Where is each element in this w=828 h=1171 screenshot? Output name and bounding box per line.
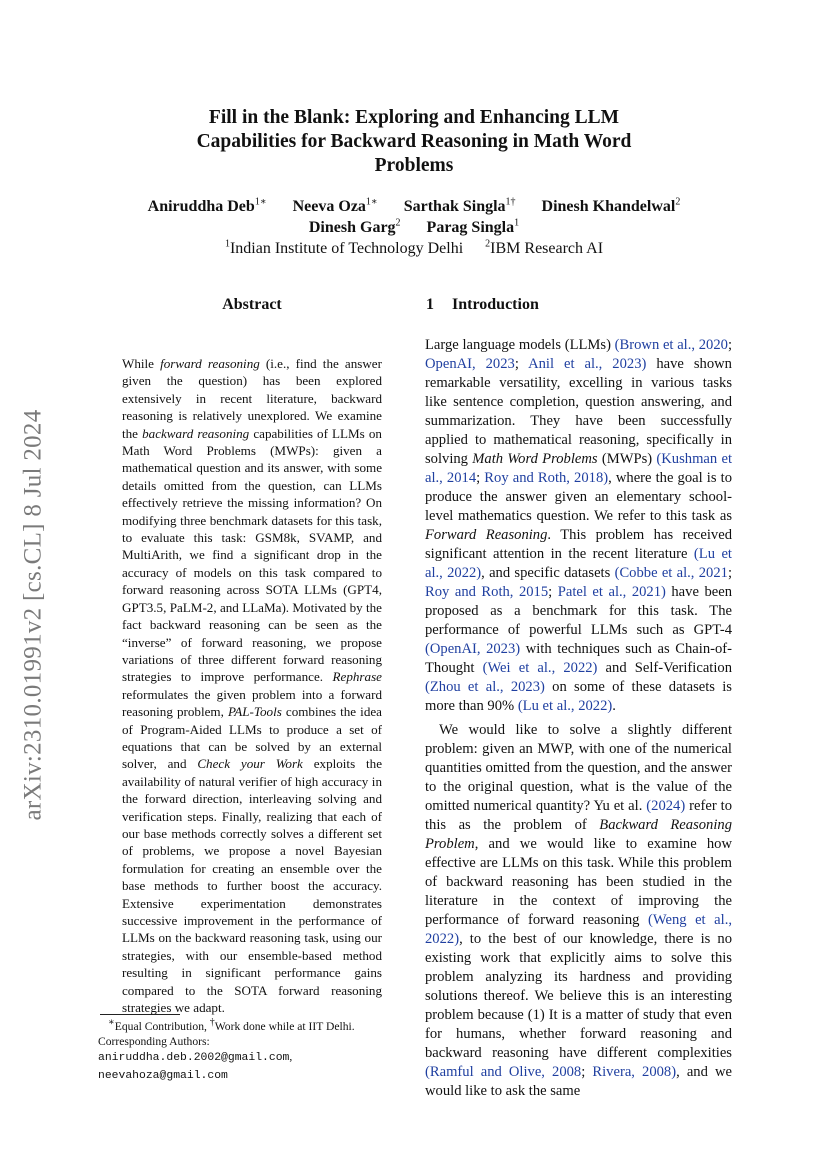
affiliation-mark: 2 (485, 238, 491, 250)
citation-link[interactable]: (Kushman et al., 2014 (425, 451, 733, 486)
author-line-2 (100, 217, 728, 238)
abstract-heading: Abstract (222, 296, 282, 313)
body-text: (MWPs) (597, 451, 657, 467)
body-text: Large language models (LLMs) (425, 337, 615, 353)
citation-link[interactable]: (Lu et al., 2022) (425, 546, 732, 581)
author-name: Neeva Oza (292, 198, 366, 215)
citation-link[interactable]: (Zhou et al., 2023) (425, 679, 545, 695)
author-name: Parag Singla (426, 219, 515, 236)
author-line-1 (100, 196, 728, 217)
emphasis-text: Forward Reasoning (425, 527, 548, 543)
body-text: , where the goal is to produce the answer given an elementary school-level mathematics question. We refer to this task as (425, 470, 732, 524)
citation-link[interactable]: Roy and Roth, 2015 (425, 584, 549, 600)
affiliation-name: Indian Institute of Technology Delhi (229, 240, 464, 257)
body-text: and Self-Verification (597, 660, 732, 676)
emphasis-text: Math Word Problems (472, 451, 598, 467)
author-block (100, 196, 728, 259)
citation-link[interactable]: (Ramful and Olive, 2008 (425, 1064, 582, 1080)
body-text: ; (514, 356, 529, 372)
citation-link[interactable]: Anil et al., 2023) (528, 356, 647, 372)
body-text: have been proposed as a benchmark for this task. The performance of powerful LLMs such as GPT-4 (425, 584, 732, 638)
author-affiliation-mark: 1† (505, 196, 516, 208)
affiliation-line (100, 238, 728, 259)
citation-link[interactable]: (2024) (646, 798, 686, 814)
body-text: refer to this as the problem of (425, 798, 732, 833)
paper-title: Fill in the Blank: Exploring and Enhancing LLM Capabilities for Backward Reasoning in Math Word Problems (196, 107, 632, 176)
body-text: . This problem has received significant attention in the recent literature (425, 527, 732, 562)
author-name: Aniruddha Deb (147, 198, 255, 215)
body-text: ; (476, 470, 485, 486)
emphasis-text: Backward Reasoning Problem (425, 817, 733, 852)
citation-link[interactable]: (Lu et al., 2022) (517, 698, 613, 714)
body-text: , and we would like to ask the same (425, 1064, 732, 1099)
arxiv-id-text: arXiv:2310.01991v2 [cs.CL] 8 Jul 2024 (20, 409, 48, 821)
author-name: Dinesh Khandelwal (541, 198, 676, 215)
footnote-divider (100, 1014, 180, 1015)
footnote-email-line (98, 1067, 398, 1084)
body-text: . (612, 698, 616, 714)
author-affiliation-mark: 2 (675, 196, 681, 208)
citation-link[interactable]: (Wei et al., 2022) (482, 660, 598, 676)
citation-link[interactable]: Rivera, 2008) (592, 1064, 677, 1080)
citation-link[interactable]: (Brown et al., 2020 (614, 337, 728, 353)
affiliation-name: IBM Research AI (490, 240, 604, 257)
body-text: have shown remarkable versatility, excelling in various tasks like sentence completion, question answering, and summarization. They have been successfully applied to mathematical reasoning, specifically in solving (425, 356, 732, 467)
section-title: Introduction (452, 296, 539, 313)
citation-link[interactable]: Patel et al., 2021) (557, 584, 666, 600)
body-text: with techniques such as Chain-of-Thought (425, 641, 732, 676)
footnote-email-line: aniruddha.deb.2002@gmail.com, (98, 1050, 293, 1065)
body-text: ; (727, 337, 732, 353)
body-text: , to the best of our knowledge, there is no existing work that explicitly aims to solve this problem analyzing its hardness and providing solutions thereof. We believe this is an interesting problem because (1) It is a matter of study that even for humans, whether forward reasoning and backward reasoning have different complexities (425, 931, 732, 1061)
body-text: ; (548, 584, 558, 600)
body-text: ; (727, 565, 732, 581)
section-heading (426, 296, 732, 314)
intro-paragraph-1 (425, 336, 732, 716)
section-number: 1 (426, 296, 434, 313)
citation-link[interactable]: (Cobbe et al., 2021 (614, 565, 728, 581)
footnote-corresponding: Corresponding Authors: (98, 1035, 210, 1049)
body-text: , and we would like to examine how effective are LLMs on this task. While this problem of backward reasoning has been studied in the literature in the context of improving the performance of forward reasoning (425, 836, 732, 928)
citation-link[interactable]: (Weng et al., 2022) (425, 912, 732, 947)
author-affiliation-mark: 2 (395, 217, 401, 229)
email-link[interactable]: aniruddha.deb.2002@gmail.com (98, 1052, 290, 1065)
body-text: , and specific datasets (481, 565, 615, 581)
abstract-text: While forward reasoning (i.e., find the answer given the question) has been explored extensively in recent literature, backward reasoning is relatively unexplored. We examine the backward reasoning capabilities of LLMs on Math Word Problems (MWPs): given a mathematical question and its answer, with some details omitted from the question, can LLMs effectively retrieve the missing information? On modifying three benchmark datasets for this task, to evaluate this task: GSM8k, SVAMP, and MultiArith, we find a significant drop in the accuracy of models on this task compared to forward reasoning across SOTA LLMs (GPT4, GPT3.5, PaLM-2, and LLaMa). Motivated by the fact backward reasoning can be seen as the “inverse” of forward reasoning, we propose variations of three different forward reasoning strategies to improve performance. Rephrase reformulates the given problem into a forward reasoning problem, PAL-Tools combines the idea of Program-Aided LLMs to produce a set of equations that can be solved by an external solver, and Check your Work exploits the availability of natural verifier of high accuracy in the forward direction, interleaving solving and verification steps. Finally, realizing that each of our base methods correctly solves a different set of problems, we propose a novel Bayesian formulation for creating an ensemble over the base methods to further boost the accuracy. Extensive experimentation demonstrates successive improvement in the performance of LLMs on the backward reasoning task, using our strategies, with our ensemble-based method resulting in significant performance gains compared to the SOTA forward reasoning strategies we adapt. (122, 356, 382, 1016)
author-name: Sarthak Singla (403, 198, 506, 215)
introduction-body (425, 336, 732, 1106)
email-link[interactable]: neevahoza@gmail.com (98, 1069, 228, 1082)
intro-paragraph-2 (425, 721, 732, 1101)
arxiv-identifier-stamp (12, 380, 56, 850)
affiliation-mark: 1 (224, 238, 230, 250)
footnote (98, 1019, 398, 1084)
citation-link[interactable]: OpenAI, 2023 (425, 356, 515, 372)
citation-link[interactable]: Roy and Roth, 2018) (484, 470, 609, 486)
citation-link[interactable]: (OpenAI, 2023) (425, 641, 521, 657)
author-name: Dinesh Garg (308, 219, 396, 236)
body-text: on some of these datasets is more than 90% (425, 679, 732, 714)
author-affiliation-mark: 1∗ (365, 196, 378, 208)
author-affiliation-mark: 1∗ (254, 196, 267, 208)
footnote-contribution: ∗Equal Contribution, †Work done while at IIT Delhi. (108, 1017, 355, 1033)
body-text: We would like to solve a slightly different problem: given an MWP, with one of the numerical quantities omitted from the question, and the answer to the original question, what is the value of the omitted numerical quantity? Yu et al. (425, 722, 732, 814)
author-affiliation-mark: 1 (514, 217, 520, 229)
body-text: ; (581, 1064, 593, 1080)
